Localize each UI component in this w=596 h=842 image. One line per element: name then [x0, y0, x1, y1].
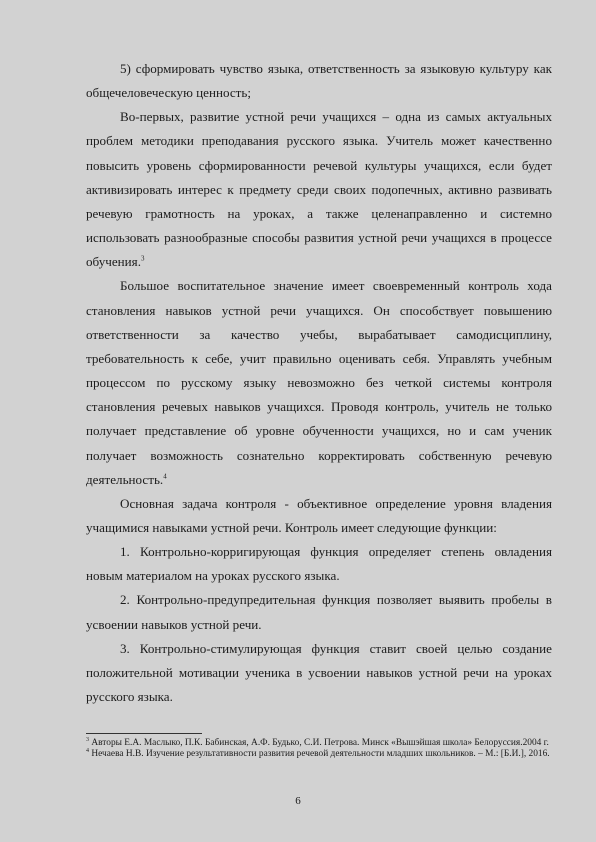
- paragraph-3: Большое воспитательное значение имеет своевременный контроль хода становления навыков устной речи учащихся. Он способствует повышению ответственности за качество учебы, вырабатывает самодисциплину, требовательность к себе, учит правильно оценивать себя. Управлять учебным процессом по русскому языку невозможно без четкой системы контроля становления речевых навыков учащихся. Проводя контроль, учитель не только получает представление об уровне обученности учащихся, но и сам ученик получает возможность сознательно корректировать собственную речевую деятельность.$^4$: [86, 278, 552, 487]
- footnote-ref-4[interactable]: 4: [163, 472, 167, 481]
- footnote-mark-4: 4: [86, 747, 89, 754]
- footnotes: [86, 738, 552, 760]
- footnote-divider: [86, 733, 202, 734]
- paragraph-2: Во-первых, развитие устной речи учащихся – одна из самых актуальных проблем методики преподавания русского языка. Учитель может качественно повысить уровень сформированности речевой культуры учащихся, если будет активизировать интерес к предмету среди своих подопечных, активно развивать речевую грамотность на уроках, а также целенаправленно и системно использовать разнообразные способы развития устной речи учащихся в процессе обучения.$^3$: [86, 109, 552, 270]
- paragraph-1: 5) сформировать чувство языка, ответственность за языковую культуру как общечеловеческую ценность;: [86, 61, 552, 101]
- footnote-ref-3[interactable]: 3: [140, 254, 145, 263]
- footnote-4: $^4$ Нечаева Н.В. Изучение результативности развития речевой деятельности младших школьников. – М.: [Б.И.], 2016.: [86, 747, 550, 759]
- paragraph-6: 2. Контрольно-предупредительная функция позволяет выявить пробелы в усвоении навыков устной речи.: [86, 592, 552, 632]
- body-text: [86, 57, 552, 709]
- footnote-mark-3: 3: [86, 736, 89, 743]
- paragraph-4: Основная задача контроля - объективное определение уровня владения учащимися навыками устной речи. Контроль имеет следующие функции:: [86, 495, 552, 535]
- paragraph-7: 3. Контрольно-стимулирующая функция ставит своей целью создание положительной мотивации ученика в усвоении навыков устной речи на уроках русского языка.: [86, 640, 552, 705]
- paragraph-5: 1. Контрольно-корригирующая функция определяет степень овладения новым материалом на уроках русского языка.: [86, 544, 552, 584]
- page-number: 6: [295, 795, 301, 807]
- footnote-3: $^3$ Авторы Е.А. Маслыко, П.К. Бабинская, А.Ф. Будько, С.И. Петрова. Минск «Вышэйшая школа» Белоруссия.2004 г.: [86, 736, 549, 748]
